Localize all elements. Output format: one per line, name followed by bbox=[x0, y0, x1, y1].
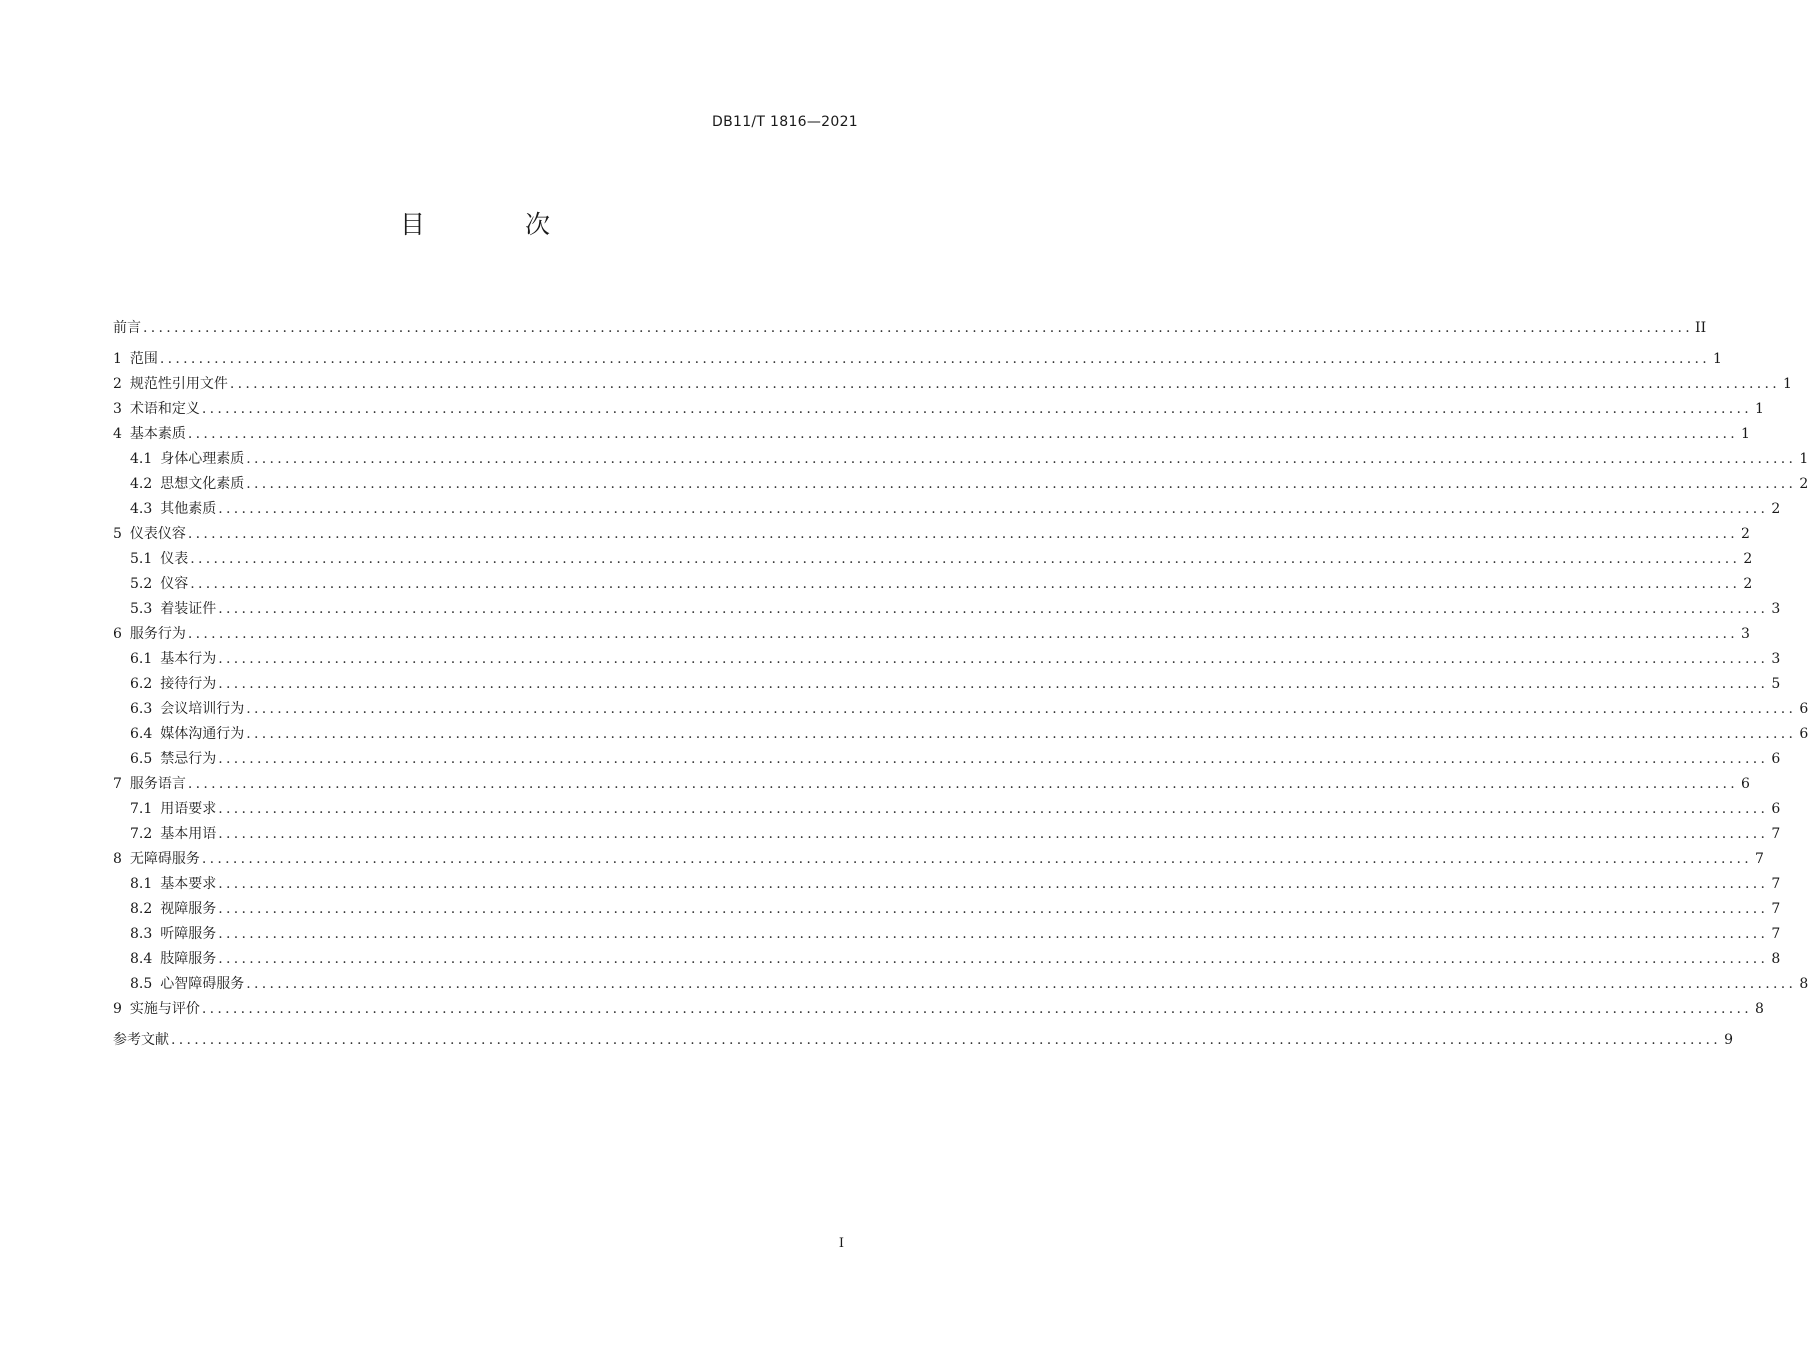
toc-entry[interactable] bbox=[113, 597, 1781, 622]
toc-entry-label bbox=[130, 447, 244, 472]
toc-entry-title: 规范性引用文件 bbox=[129, 376, 228, 392]
toc-leader-dots: ........................................................................................................................................................................................................ bbox=[218, 601, 1769, 617]
page-number: I bbox=[838, 1236, 844, 1251]
toc-entry[interactable] bbox=[113, 697, 1808, 722]
toc-entry-label bbox=[130, 797, 216, 822]
toc-entry-label bbox=[130, 747, 216, 772]
toc-entry-label bbox=[113, 522, 186, 547]
toc-entry-page: 6 bbox=[1771, 751, 1781, 767]
toc-entry-page: 7 bbox=[1755, 851, 1764, 867]
toc-entry[interactable] bbox=[113, 972, 1808, 997]
toc-entry-title: 肢障服务 bbox=[160, 951, 217, 967]
toc-entry-label bbox=[130, 947, 216, 972]
toc-entry-number: 8.1 bbox=[130, 876, 153, 892]
toc-entry-number: 4.3 bbox=[130, 501, 153, 517]
toc-leader-dots: ........................................................................................................................................................................................................ bbox=[218, 901, 1769, 917]
toc-entry-title: 服务语言 bbox=[129, 776, 186, 792]
toc-leader-dots: ........................................................................................................................................................................................................ bbox=[187, 626, 1738, 642]
toc-leader-dots: ........................................................................................................................................................................................................ bbox=[218, 876, 1769, 892]
toc-entry-label bbox=[113, 997, 200, 1022]
toc-leader-dots: ........................................................................................................................................................................................................ bbox=[218, 826, 1769, 842]
toc-leader-dots: ........................................................................................................................................................................................................ bbox=[246, 701, 1797, 717]
toc-entry-label bbox=[113, 772, 186, 797]
toc-entry-label bbox=[130, 647, 216, 672]
toc-entry-label bbox=[130, 972, 244, 997]
toc-entry-number: 8.3 bbox=[130, 926, 153, 942]
toc-entry-page: 6 bbox=[1741, 776, 1750, 792]
toc-entry[interactable] bbox=[113, 747, 1781, 772]
toc-entry-title: 会议培训行为 bbox=[160, 701, 245, 717]
toc-entry-title: 心智障碍服务 bbox=[160, 976, 245, 992]
toc-entry[interactable] bbox=[113, 1028, 1734, 1053]
toc-entry-title: 范围 bbox=[129, 351, 158, 367]
toc-entry-label bbox=[113, 847, 200, 872]
toc-entry-label bbox=[130, 922, 216, 947]
toc-entry-title: 仪表 bbox=[160, 551, 189, 567]
toc-entry-title: 基本要求 bbox=[160, 876, 217, 892]
toc-entry[interactable] bbox=[113, 622, 1750, 647]
toc-entry-page: 8 bbox=[1755, 1001, 1764, 1017]
toc-leader-dots: ........................................................................................................................................................................................................ bbox=[218, 751, 1769, 767]
toc-entry-title: 仪容 bbox=[160, 576, 189, 592]
toc-entry-page: 1 bbox=[1799, 451, 1808, 467]
toc-entry[interactable] bbox=[113, 497, 1781, 522]
toc-leader-dots: ........................................................................................................................................................................................................ bbox=[159, 351, 1710, 367]
toc-entry-title: 术语和定义 bbox=[129, 401, 200, 417]
toc-entry[interactable] bbox=[113, 822, 1781, 847]
page-title: 目 次 bbox=[400, 210, 596, 239]
toc-entry-page: 2 bbox=[1743, 551, 1753, 567]
toc-entry-label bbox=[130, 572, 188, 597]
toc-entry-number: 6 bbox=[113, 626, 122, 642]
toc-entry-label bbox=[130, 597, 216, 622]
toc-entry[interactable] bbox=[113, 672, 1781, 697]
toc-entry-title: 用语要求 bbox=[160, 801, 217, 817]
toc-entry-title: 实施与评价 bbox=[129, 1001, 200, 1017]
toc-entry[interactable] bbox=[113, 347, 1722, 372]
toc-entry-number: 7.1 bbox=[130, 801, 153, 817]
toc-leader-dots: ........................................................................................................................................................................................................ bbox=[218, 676, 1769, 692]
toc-entry-page: 7 bbox=[1771, 826, 1781, 842]
toc-leader-dots: ........................................................................................................................................................................................................ bbox=[218, 951, 1769, 967]
toc-leader-dots: ........................................................................................................................................................................................................ bbox=[246, 976, 1797, 992]
toc-leader-dots: ........................................................................................................................................................................................................ bbox=[246, 476, 1797, 492]
toc-entry-page: 8 bbox=[1771, 951, 1781, 967]
toc-entry-page: 2 bbox=[1799, 476, 1808, 492]
toc-entry-number: 4.1 bbox=[130, 451, 153, 467]
toc-entry-title: 禁忌行为 bbox=[160, 751, 217, 767]
toc-entry-title: 参考文献 bbox=[113, 1032, 169, 1048]
toc-entry-label bbox=[113, 1028, 169, 1053]
toc-leader-dots: ........................................................................................................................................................................................................ bbox=[190, 576, 1741, 592]
toc-entry-number: 7 bbox=[113, 776, 122, 792]
toc-leader-dots: ........................................................................................................................................................................................................ bbox=[187, 426, 1738, 442]
toc-entry-number: 8.2 bbox=[130, 901, 153, 917]
toc-entry-label bbox=[130, 497, 216, 522]
toc-entry[interactable] bbox=[113, 422, 1750, 447]
toc-entry[interactable] bbox=[113, 372, 1792, 397]
toc-leader-dots: ........................................................................................................................................................................................................ bbox=[190, 551, 1741, 567]
toc-entry-number: 6.1 bbox=[130, 651, 153, 667]
toc-entry[interactable] bbox=[113, 572, 1753, 597]
toc-entry[interactable] bbox=[113, 397, 1764, 422]
toc-entry[interactable] bbox=[113, 872, 1781, 897]
toc-entry-page: II bbox=[1695, 320, 1707, 336]
table-of-contents bbox=[113, 316, 1808, 1053]
toc-entry-label bbox=[130, 547, 188, 572]
toc-entry-number: 7.2 bbox=[130, 826, 153, 842]
toc-entry-page: 7 bbox=[1771, 876, 1781, 892]
toc-leader-dots: ........................................................................................................................................................................................................ bbox=[218, 651, 1769, 667]
toc-entry-title: 基本行为 bbox=[160, 651, 217, 667]
toc-entry-page: 3 bbox=[1741, 626, 1750, 642]
toc-entry-number: 5.3 bbox=[130, 601, 153, 617]
toc-entry-number: 8.5 bbox=[130, 976, 153, 992]
toc-leader-dots: ........................................................................................................................................................................................................ bbox=[201, 1001, 1752, 1017]
toc-entry-label bbox=[130, 697, 244, 722]
toc-entry-number: 9 bbox=[113, 1001, 122, 1017]
toc-leader-dots: ........................................................................................................................................................................................................ bbox=[187, 776, 1738, 792]
toc-entry-number: 5 bbox=[113, 526, 122, 542]
toc-entry-title: 服务行为 bbox=[129, 626, 186, 642]
toc-entry-page: 1 bbox=[1755, 401, 1764, 417]
toc-entry-title: 思想文化素质 bbox=[160, 476, 245, 492]
toc-leader-dots: ........................................................................................................................................................................................................ bbox=[187, 526, 1738, 542]
toc-entry-number: 6.5 bbox=[130, 751, 153, 767]
toc-leader-dots: ........................................................................................................................................................................................................ bbox=[201, 401, 1752, 417]
toc-entry-label bbox=[130, 897, 216, 922]
toc-entry[interactable] bbox=[113, 772, 1750, 797]
toc-entry[interactable] bbox=[113, 997, 1764, 1022]
toc-entry-title: 无障碍服务 bbox=[129, 851, 200, 867]
toc-entry-label bbox=[113, 347, 158, 372]
toc-entry-number: 6.4 bbox=[130, 726, 153, 742]
toc-entry[interactable] bbox=[113, 847, 1764, 872]
toc-entry-label bbox=[130, 872, 216, 897]
toc-entry-number: 4.2 bbox=[130, 476, 153, 492]
toc-entry-page: 6 bbox=[1799, 726, 1808, 742]
toc-leader-dots: ........................................................................................................................................................................................................ bbox=[218, 801, 1769, 817]
toc-entry-title: 接待行为 bbox=[160, 676, 217, 692]
toc-entry-title: 视障服务 bbox=[160, 901, 217, 917]
toc-entry-page: 2 bbox=[1743, 576, 1753, 592]
toc-entry[interactable] bbox=[113, 897, 1781, 922]
toc-leader-dots: ........................................................................................................................................................................................................ bbox=[229, 376, 1780, 392]
toc-entry-number: 5.2 bbox=[130, 576, 153, 592]
standard-number: DB11/T 1816—2021 bbox=[712, 114, 858, 130]
toc-leader-dots: ........................................................................................................................................................................................................ bbox=[218, 926, 1769, 942]
toc-entry-page: 2 bbox=[1741, 526, 1750, 542]
toc-entry-title: 基本用语 bbox=[160, 826, 217, 842]
toc-entry-page: 1 bbox=[1741, 426, 1750, 442]
toc-entry[interactable] bbox=[113, 797, 1781, 822]
toc-entry-label bbox=[113, 316, 141, 341]
toc-leader-dots: ........................................................................................................................................................................................................ bbox=[143, 320, 1694, 336]
toc-entry-page: 3 bbox=[1771, 651, 1781, 667]
toc-entry-label bbox=[113, 622, 186, 647]
toc-entry-page: 5 bbox=[1771, 676, 1781, 692]
toc-entry-number: 6.3 bbox=[130, 701, 153, 717]
toc-entry-page: 7 bbox=[1771, 901, 1781, 917]
toc-entry-title: 基本素质 bbox=[129, 426, 186, 442]
toc-entry-page: 6 bbox=[1771, 801, 1781, 817]
toc-entry-page: 8 bbox=[1799, 976, 1808, 992]
toc-entry-page: 1 bbox=[1713, 351, 1722, 367]
toc-entry-title: 着装证件 bbox=[160, 601, 217, 617]
toc-entry-number: 8.4 bbox=[130, 951, 153, 967]
toc-entry[interactable] bbox=[113, 447, 1808, 472]
toc-entry-number: 5.1 bbox=[130, 551, 153, 567]
toc-entry[interactable] bbox=[113, 316, 1707, 341]
toc-entry[interactable] bbox=[113, 922, 1781, 947]
toc-entry[interactable] bbox=[113, 522, 1750, 547]
toc-entry-label bbox=[130, 472, 244, 497]
toc-entry-label bbox=[130, 822, 216, 847]
toc-entry-title: 身体心理素质 bbox=[160, 451, 245, 467]
toc-entry-label bbox=[113, 372, 228, 397]
toc-entry[interactable] bbox=[113, 722, 1808, 747]
toc-leader-dots: ........................................................................................................................................................................................................ bbox=[246, 726, 1797, 742]
toc-entry-number: 2 bbox=[113, 376, 122, 392]
toc-entry-title: 前言 bbox=[113, 320, 141, 336]
toc-entry[interactable] bbox=[113, 947, 1781, 972]
toc-entry[interactable] bbox=[113, 647, 1781, 672]
toc-leader-dots: ........................................................................................................................................................................................................ bbox=[171, 1032, 1722, 1048]
toc-entry-label bbox=[130, 722, 244, 747]
toc-leader-dots: ........................................................................................................................................................................................................ bbox=[246, 451, 1797, 467]
toc-entry-title: 仪表仪容 bbox=[129, 526, 186, 542]
toc-entry-page: 1 bbox=[1783, 376, 1792, 392]
toc-entry-label bbox=[113, 397, 200, 422]
toc-entry-title: 媒体沟通行为 bbox=[160, 726, 245, 742]
toc-entry-page: 2 bbox=[1771, 501, 1781, 517]
toc-entry-number: 4 bbox=[113, 426, 122, 442]
toc-entry-number: 1 bbox=[113, 351, 122, 367]
toc-entry-title: 听障服务 bbox=[160, 926, 217, 942]
toc-entry-number: 6.2 bbox=[130, 676, 153, 692]
toc-entry-number: 8 bbox=[113, 851, 122, 867]
toc-entry-title: 其他素质 bbox=[160, 501, 217, 517]
toc-entry[interactable] bbox=[113, 547, 1753, 572]
toc-entry-page: 6 bbox=[1799, 701, 1808, 717]
toc-entry-number: 3 bbox=[113, 401, 122, 417]
toc-leader-dots: ........................................................................................................................................................................................................ bbox=[201, 851, 1752, 867]
toc-entry-label bbox=[130, 672, 216, 697]
toc-entry-page: 3 bbox=[1771, 601, 1781, 617]
toc-leader-dots: ........................................................................................................................................................................................................ bbox=[218, 501, 1769, 517]
toc-entry-label bbox=[113, 422, 186, 447]
toc-entry[interactable] bbox=[113, 472, 1808, 497]
toc-entry-page: 9 bbox=[1724, 1032, 1734, 1048]
toc-entry-page: 7 bbox=[1771, 926, 1781, 942]
